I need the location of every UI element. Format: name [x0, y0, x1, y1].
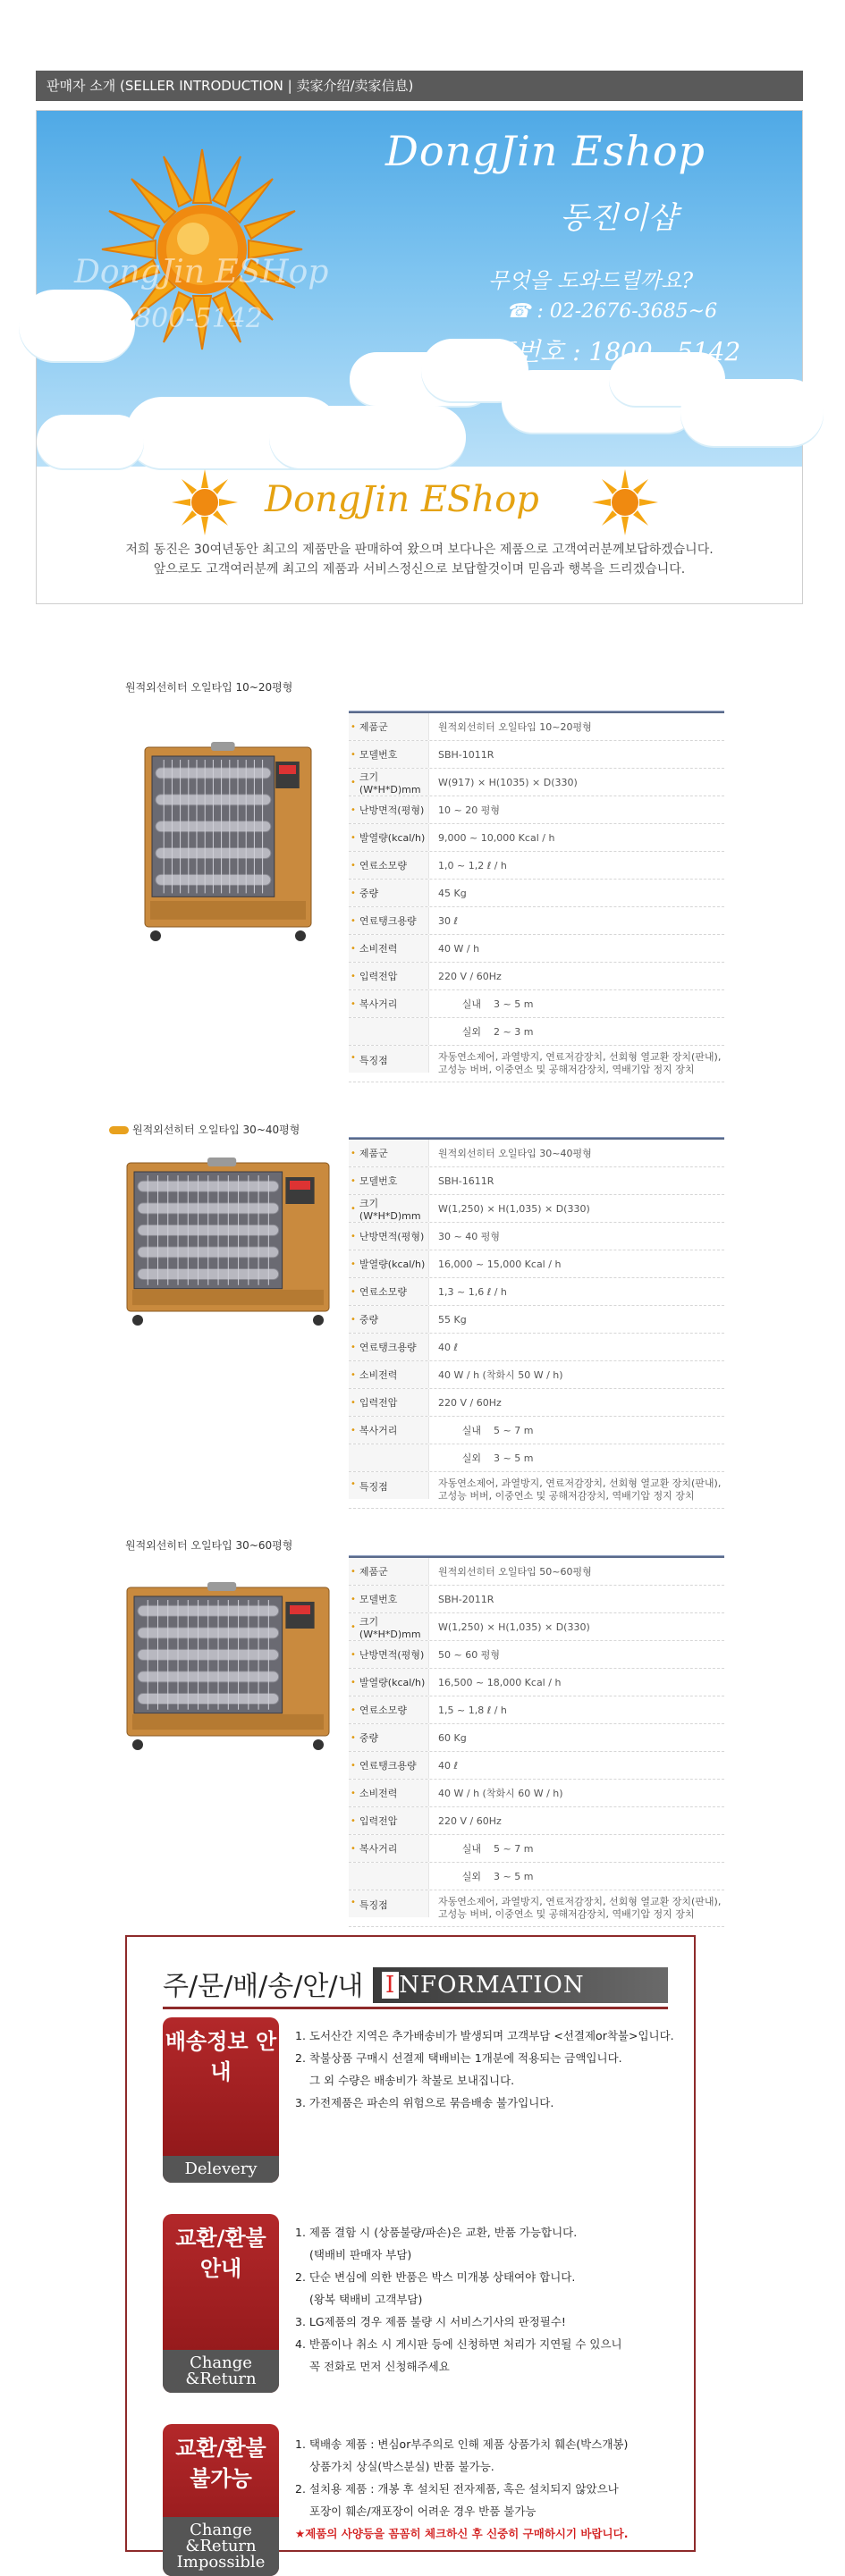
spec-label: [349, 1444, 429, 1471]
info-badge: [163, 2017, 279, 2183]
spec-row: [349, 1724, 724, 1752]
spec-value: 40 ℓ: [438, 1759, 459, 1772]
spec-label: • 연료탱크용량: [349, 1334, 429, 1360]
spec-row: [349, 935, 724, 963]
spec-value-cell: [429, 880, 724, 906]
spec-label: • 입력전압: [349, 1807, 429, 1834]
spec-value-cell: [429, 741, 724, 768]
spec-row: [349, 824, 724, 852]
spec-value-cell: [429, 1669, 724, 1696]
spec-value: 3 ~ 5 m: [494, 1870, 534, 1882]
spec-value: 40 ℓ: [438, 1341, 459, 1353]
spec-value: 30 ~ 40 평형: [438, 1231, 500, 1242]
spec-row: [349, 741, 724, 769]
spec-sub-label: 실내: [461, 1843, 481, 1855]
spec-label: • 난방면적(평형): [349, 796, 429, 823]
spec-value-cell: [429, 1167, 724, 1194]
spec-value: 원적외선히터 오일타입 30~40평형: [438, 1148, 592, 1159]
spec-row: [349, 990, 724, 1018]
info-badge-english: Change &Return Impossible: [163, 2517, 279, 2576]
spec-row: [349, 1167, 724, 1195]
spec-label: • 특징점: [349, 1046, 429, 1073]
spec-row: [349, 1835, 724, 1863]
tagline: 무엇을 도와드릴까요?: [488, 268, 694, 293]
intro-line-1: 저희 동진은 30여년동안 최고의 제품만을 판매하여 왔으며 보다나은 제품으로 고객여러분께보답하겠습니다.: [125, 543, 714, 557]
spec-label: • 소비전력: [349, 1780, 429, 1806]
spec-label: • 제품군: [349, 713, 429, 740]
spec-value: 40 W / h: [438, 942, 480, 955]
spec-row: [349, 1863, 724, 1890]
spec-label: • 특징점: [349, 1472, 429, 1499]
spec-label: • 크기(W*H*D)mm: [349, 1195, 429, 1222]
sun-icon-left: [171, 468, 239, 536]
info-heading-english: [373, 1967, 668, 2003]
spec-value-cell: [429, 1306, 724, 1333]
spec-row: [349, 1250, 724, 1278]
spec-value-cell: [429, 1613, 724, 1640]
info-list-item: 3. LG제품의 경우 제품 불량 시 서비스기사의 판정필수!: [295, 2315, 566, 2328]
spec-value: 3 ~ 5 m: [494, 998, 534, 1010]
spec-value: 45 Kg: [438, 887, 467, 899]
info-list-item: (택배비 판매자 부담): [309, 2248, 412, 2261]
spec-label: • 연료소모량: [349, 1696, 429, 1723]
spec-value: 30 ℓ: [438, 914, 459, 927]
spec-value: 55 Kg: [438, 1313, 467, 1326]
order-delivery-info: [125, 1935, 696, 2572]
spec-value-cell: [429, 1890, 724, 1926]
product-title-text: 원적외선히터 오일타입 10~20평형: [125, 681, 293, 694]
product-title: [125, 1537, 292, 1553]
info-list-item: 상품가치 상실(박스분실) 반품 불가능.: [309, 2460, 494, 2473]
spec-value: SBH-1011R: [438, 748, 494, 761]
seller-intro-bar: 판매자 소개 (SELLER INTRODUCTION | 卖家介绍/卖家信息): [36, 71, 803, 101]
phone-number: ☎ : 02-2676-3685~6: [506, 300, 718, 323]
spec-value-cell: [429, 1417, 724, 1444]
brand-title: DongJin Eshop: [385, 127, 706, 175]
spec-value: 자동연소제어, 과열방지, 연료저감장치, 선회형 열교환 장치(판내), 고성능 버버, 이중연소 및 공해저감장치, 역배기압 정지 장치: [438, 1896, 722, 1920]
info-list-item: 2. 설치용 제품 : 개봉 후 설치된 전자제품, 혹은 설치되지 않았으나: [295, 2482, 619, 2496]
spec-label: • 발열량(kcal/h): [349, 1250, 429, 1277]
spec-label: • 연료소모량: [349, 852, 429, 879]
product-title: [109, 1122, 300, 1137]
spec-value-cell: [429, 1278, 724, 1305]
spec-label: • 복사거리: [349, 1417, 429, 1444]
spec-sub-label: 실내: [461, 998, 481, 1010]
spec-value-cell: [429, 990, 724, 1017]
spec-value: 40 W / h (착화시 60 W / h): [438, 1788, 563, 1799]
seller-banner: [36, 110, 803, 604]
spec-value-cell: [429, 1558, 724, 1585]
info-list-item: 포장이 훼손/재포장이 어려운 경우 반품 불가능: [309, 2504, 537, 2518]
info-list-item: 1. 제품 결함 시 (상품불량/파손)은 교환, 반품 가능합니다.: [295, 2226, 578, 2239]
info-list: [295, 2433, 689, 2545]
spec-value-cell: [429, 852, 724, 879]
spec-value-cell: [429, 1780, 724, 1806]
spec-row: [349, 1696, 724, 1724]
spec-value-cell: [429, 713, 724, 740]
heater-image: [125, 1582, 331, 1752]
spec-row: [349, 963, 724, 990]
spec-value-cell: [429, 1389, 724, 1416]
spec-label: • 모델번호: [349, 1586, 429, 1612]
watermark-number: 1800-5142: [117, 303, 263, 334]
spec-value-cell: [429, 1752, 724, 1779]
spec-value: SBH-2011R: [438, 1593, 494, 1605]
spec-value-cell: [429, 963, 724, 989]
spec-value-cell: [429, 796, 724, 823]
info-rule: [163, 2007, 668, 2009]
spec-row: [349, 880, 724, 907]
spec-row: [349, 769, 724, 796]
spec-value-cell: [429, 1835, 724, 1862]
spec-value-cell: [429, 1472, 724, 1508]
spec-value: 9,000 ~ 10,000 Kcal / h: [438, 831, 555, 844]
spec-value-cell: [429, 769, 724, 796]
spec-row: [349, 1278, 724, 1306]
spec-value-cell: [429, 1863, 724, 1890]
spec-row: [349, 1306, 724, 1334]
spec-value: 50 ~ 60 평형: [438, 1649, 500, 1661]
info-list-item: 2. 착불상품 구매시 선결제 택배비는 1개분에 적용되는 금액입니다.: [295, 2051, 622, 2065]
spec-value: 1,0 ~ 1,2 ℓ / h: [438, 859, 507, 871]
spec-label: • 모델번호: [349, 741, 429, 768]
spec-row: [349, 1586, 724, 1613]
info-list-item: 꼭 전화로 먼저 신청해주세요: [309, 2360, 450, 2373]
info-badge-english: Change &Return: [163, 2350, 279, 2393]
spec-value: 3 ~ 5 m: [494, 1452, 534, 1464]
spec-value-cell: [429, 1195, 724, 1222]
spec-label: • 복사거리: [349, 1835, 429, 1862]
info-list-item: 그 외 수량은 배송비가 착불로 보내집니다.: [309, 2074, 515, 2087]
spec-row: [349, 1389, 724, 1417]
spec-label: • 중량: [349, 880, 429, 906]
spec-row: [349, 1018, 724, 1046]
spec-sub-label: 실외: [461, 1871, 481, 1882]
spec-sub-label: 실외: [461, 1452, 481, 1464]
heater-image: [125, 1158, 331, 1327]
spec-value: 원적외선히터 오일타입 10~20평형: [438, 721, 592, 733]
spec-label: • 연료소모량: [349, 1278, 429, 1305]
product-title: [125, 679, 292, 695]
spec-value: 220 V / 60Hz: [438, 1396, 502, 1409]
spec-sub-label: 실내: [461, 1425, 481, 1436]
spec-label: [349, 1863, 429, 1890]
spec-value-cell: [429, 1046, 724, 1082]
spec-row: [349, 1780, 724, 1807]
spec-value-cell: [429, 1444, 724, 1471]
spec-value-cell: [429, 1250, 724, 1277]
spec-label: • 제품군: [349, 1140, 429, 1166]
spec-label: • 발열량(kcal/h): [349, 1669, 429, 1696]
spec-label: • 크기(W*H*D)mm: [349, 1613, 429, 1640]
info-list-item: 1. 도서산간 지역은 추가배송비가 발생되며 고객부담 <선결제or착불>입니다.: [295, 2029, 674, 2042]
info-badge-english: Delevery: [163, 2156, 279, 2183]
spec-value: 60 Kg: [438, 1731, 467, 1744]
spec-table: [349, 711, 724, 1082]
spec-label: • 중량: [349, 1724, 429, 1751]
spec-value: 1,3 ~ 1,6 ℓ / h: [438, 1285, 507, 1298]
spec-row: [349, 852, 724, 880]
title-pill-icon: [109, 1126, 129, 1134]
spec-value-cell: [429, 1724, 724, 1751]
spec-label: • 난방면적(평형): [349, 1223, 429, 1250]
spec-table: [349, 1137, 724, 1509]
spec-label: • 입력전압: [349, 1389, 429, 1416]
info-list-item: 3. 가전제품은 파손의 위험으로 묶음배송 불가입니다.: [295, 2096, 554, 2109]
spec-label: • 제품군: [349, 1558, 429, 1585]
spec-row: [349, 1361, 724, 1389]
spec-row: [349, 1046, 724, 1082]
spec-value: 220 V / 60Hz: [438, 970, 502, 982]
sun-icon-right: [591, 468, 659, 536]
spec-label: • 발열량(kcal/h): [349, 824, 429, 851]
spec-label: • 모델번호: [349, 1167, 429, 1194]
spec-value-cell: [429, 1641, 724, 1668]
spec-value: 40 W / h (착화시 50 W / h): [438, 1369, 563, 1381]
info-list-item: 1. 택배송 제품 : 변심or부주의로 인해 제품 상품가치 훼손(박스개봉): [295, 2437, 629, 2451]
spec-label: • 특징점: [349, 1890, 429, 1917]
info-list-item: 2. 단순 변심에 의한 반품은 박스 미개봉 상태여야 합니다.: [295, 2270, 576, 2284]
info-heading-rest: NFORMATION: [399, 1972, 585, 1999]
shop-title: DongJin EShop: [265, 479, 539, 520]
spec-label: • 난방면적(평형): [349, 1641, 429, 1668]
spec-label: • 소비전력: [349, 935, 429, 962]
spec-value-cell: [429, 1361, 724, 1388]
spec-value: 5 ~ 7 m: [494, 1424, 534, 1436]
spec-table: [349, 1555, 724, 1927]
info-list-item: (왕복 택배비 고객부담): [309, 2293, 423, 2306]
spec-label: • 복사거리: [349, 990, 429, 1017]
spec-value-cell: [429, 1807, 724, 1834]
spec-label: • 중량: [349, 1306, 429, 1333]
info-badge: [163, 2214, 279, 2393]
heater-image: [143, 742, 313, 943]
representative-number: 대표번호 : 1800 - 5142: [468, 337, 741, 366]
spec-row: [349, 1890, 724, 1927]
spec-value-cell: [429, 1334, 724, 1360]
spec-row: [349, 1334, 724, 1361]
spec-label: • 연료탱크용량: [349, 907, 429, 934]
spec-row: [349, 907, 724, 935]
info-list: [295, 2221, 689, 2378]
spec-value: 5 ~ 7 m: [494, 1842, 534, 1855]
spec-row: [349, 1641, 724, 1669]
spec-value-cell: [429, 1018, 724, 1045]
info-badge-korean: 교환/환불 불가능: [175, 2436, 266, 2491]
spec-label: [349, 1018, 429, 1045]
spec-value: 자동연소제어, 과열방지, 연료저감장치, 선회형 열교환 장치(판내), 고성능 버버, 이중연소 및 공해저감장치, 역배기압 정지 장치: [438, 1477, 722, 1502]
spec-row: [349, 1558, 724, 1586]
spec-value-cell: [429, 1696, 724, 1723]
spec-row: [349, 1195, 724, 1223]
info-badge-korean: 배송정보 안내: [165, 2029, 277, 2084]
spec-row: [349, 1807, 724, 1835]
spec-value: W(917) × H(1035) × D(330): [438, 776, 578, 788]
spec-row: [349, 1140, 724, 1167]
spec-value: 16,500 ~ 18,000 Kcal / h: [438, 1676, 562, 1688]
spec-label: • 입력전압: [349, 963, 429, 989]
spec-sub-label: 실외: [461, 1026, 481, 1038]
spec-value-cell: [429, 1140, 724, 1166]
info-heading-cap: I: [382, 1972, 399, 1999]
spec-row: [349, 1444, 724, 1472]
spec-value: 10 ~ 20 평형: [438, 804, 500, 816]
spec-row: [349, 1472, 724, 1509]
spec-value: 220 V / 60Hz: [438, 1814, 502, 1827]
spec-value-cell: [429, 1586, 724, 1612]
spec-row: [349, 713, 724, 741]
spec-value: 자동연소제어, 과열방지, 연료저감장치, 선회형 열교환 장치(판내), 고성능 버버, 이중연소 및 공해저감장치, 역배기압 정지 장치: [438, 1051, 722, 1075]
info-list-item: ★제품의 사양등을 꼼꼼히 체크하신 후 신중히 구매하시기 바랍니다.: [295, 2527, 629, 2540]
spec-value: W(1,250) × H(1,035) × D(330): [438, 1202, 590, 1215]
spec-label: • 크기(W*H*D)mm: [349, 769, 429, 796]
spec-row: [349, 1613, 724, 1641]
spec-row: [349, 1417, 724, 1444]
info-list-item: 4. 반품이나 취소 시 게시판 등에 신청하면 처리가 지연될 수 있으니: [295, 2337, 622, 2351]
spec-value: 원적외선히터 오일타입 50~60평형: [438, 1566, 592, 1578]
spec-label: • 연료탱크용량: [349, 1752, 429, 1779]
spec-row: [349, 1669, 724, 1696]
spec-value: SBH-1611R: [438, 1174, 494, 1187]
product-title-text: 원적외선히터 오일타입 30~40평형: [132, 1124, 300, 1136]
info-list: [295, 2025, 689, 2114]
spec-value-cell: [429, 907, 724, 934]
spec-label: • 소비전력: [349, 1361, 429, 1388]
watermark-name: DongJin ESHop: [74, 254, 329, 290]
spec-row: [349, 1223, 724, 1250]
product-title-text: 원적외선히터 오일타입 30~60평형: [125, 1539, 293, 1552]
spec-value: 1,5 ~ 1,8 ℓ / h: [438, 1704, 507, 1716]
info-badge: [163, 2424, 279, 2576]
spec-value-cell: [429, 935, 724, 962]
info-badge-korean: 교환/환불 안내: [175, 2226, 266, 2281]
intro-line-2: 앞으로도 고객여러분께 최고의 제품과 서비스정신으로 보답할것이며 믿음과 행복을 드리겠습니다.: [153, 562, 686, 577]
spec-value: 16,000 ~ 15,000 Kcal / h: [438, 1258, 562, 1270]
spec-value: W(1,250) × H(1,035) × D(330): [438, 1621, 590, 1633]
brand-korean: 동진이샵: [560, 200, 678, 236]
spec-value-cell: [429, 824, 724, 851]
shop-title-row: [37, 467, 802, 538]
spec-row: [349, 1752, 724, 1780]
info-heading: 주/문/배/송/안/내: [163, 1971, 364, 2002]
spec-value-cell: [429, 1223, 724, 1250]
spec-row: [349, 796, 724, 824]
spec-value: 2 ~ 3 m: [494, 1025, 534, 1038]
